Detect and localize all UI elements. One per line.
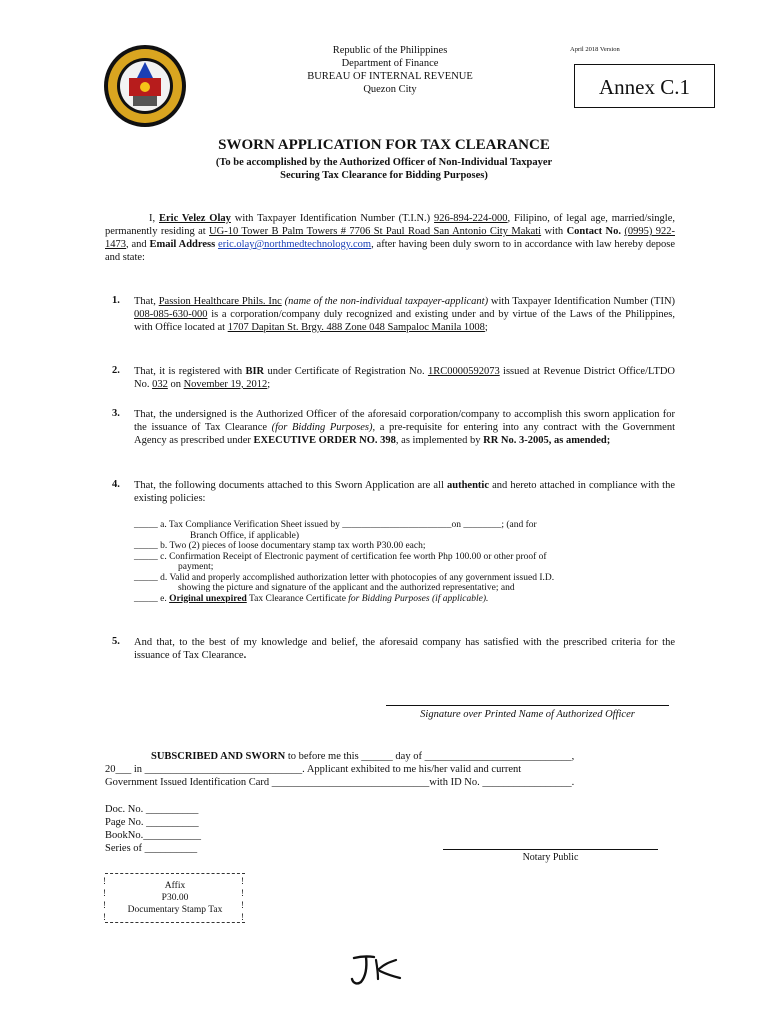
- header-republic: Republic of the Philippines: [332, 45, 448, 56]
- office-address: 1707 Dapitan St. Brgy. 488 Zone 048 Sampaloc Manila 1008: [227, 322, 485, 333]
- registration-date: November 19, 2012: [183, 379, 268, 390]
- stamp-right-border: ! ! ! !: [241, 876, 244, 922]
- documents-checklist: [134, 520, 679, 604]
- handwritten-initials: [348, 952, 404, 988]
- doc-item-b: _____ b. Two (2) pieces of loose documentary stamp tax worth P30.00 each;: [134, 541, 426, 551]
- annex-label: Annex C.1: [574, 64, 715, 108]
- bir-seal-logo: [103, 44, 187, 128]
- notary-register: [105, 803, 265, 855]
- company-tin: 008-085-630-000: [134, 309, 208, 320]
- signature-label: Signature over Printed Name of Authorized Officer: [420, 709, 635, 720]
- stamp-left-border: ! ! ! !: [103, 876, 106, 922]
- item-3-text: That, the undersigned is the Authorized Officer of the aforesaid corporation/company to accomplish this sworn application for the issuance of Tax Clearance (for Bidding Purposes), a pre-requisite for entering into any contract with the Government Agency as prescribed under EXECUTIVE ORDER NO. 398, as implemented by RR No. 3-2005, as amended;: [134, 409, 675, 446]
- affiant-name: Eric Velez Olay: [159, 213, 231, 224]
- doc-number: Doc. No. __________: [105, 804, 199, 815]
- form-version: April 2018 Version: [570, 46, 620, 53]
- affiant-tin: 926-894-224-000: [434, 213, 508, 224]
- documentary-stamp-box: [105, 873, 245, 923]
- item-4-number: 4.: [112, 479, 120, 490]
- signature-line: [386, 705, 669, 706]
- header-department: Department of Finance: [341, 58, 439, 69]
- item-4-text: That, the following documents attached to this Sworn Application are all authentic and hereto attached in compliance with the existing policies:: [134, 480, 676, 504]
- notary-public-label: Notary Public: [522, 852, 579, 863]
- doc-item-c: _____ c. Confirmation Receipt of Electronic payment of certification fee worth Php 100.00 or other proof of: [134, 551, 547, 562]
- item-1-text: That, Passion Healthcare Phils. Inc (name of the non-individual taxpayer-applicant) with Taxpayer Identification Number (TIN) 008-085-630-000 is a corporation/company duly recognized and existing under and by virtue of the Laws of the Philippines, with Office located at 1707 Dapitan St. Brgy. 488 Zone 048 Sampaloc Manila 1008;: [134, 296, 676, 333]
- doc-item-d: _____ d. Valid and properly accomplished authorization letter with photocopies of any government issued I.D.: [134, 572, 555, 583]
- page-number: Page No. __________: [105, 817, 199, 828]
- agency-header: [230, 44, 550, 96]
- stamp-amount: P30.00: [161, 893, 189, 903]
- doc-item-c-cont: payment;: [178, 562, 214, 572]
- doc-item-a: _____ a. Tax Compliance Verification Sheet issued by _______________________on ________; (and for: [134, 520, 537, 530]
- subtitle-line-2: Securing Tax Clearance for Bidding Purposes): [280, 170, 488, 181]
- jurat-block: [105, 750, 675, 789]
- form-title: SWORN APPLICATION FOR TAX CLEARANCE: [218, 137, 550, 153]
- book-number: BookNo.___________: [105, 830, 201, 841]
- doc-item-a-cont: Branch Office, if applicable): [190, 530, 300, 541]
- doc-item-d-cont: showing the picture and signature of the applicant and the authorized representative; and: [178, 583, 515, 593]
- registration-number: 1RC0000592073: [427, 366, 500, 377]
- form-subtitle: [0, 156, 768, 182]
- company-name: Passion Healthcare Phils. Inc: [158, 296, 282, 307]
- series-of: Series of __________: [105, 843, 198, 854]
- item-5-number: 5.: [112, 636, 120, 647]
- email-link[interactable]: eric.olay@northmedtechnology.com: [218, 239, 372, 250]
- item-2-text: That, it is registered with BIR under Certificate of Registration No. 1RC0000592073 issued at Revenue District Office/LTDO No. 032 on November 19, 2012;: [134, 366, 676, 390]
- item-2-number: 2.: [112, 365, 120, 376]
- item-5-text: And that, to the best of my knowledge and belief, the aforesaid company has satisfied with the prescribed criteria for the issuance of Tax Clearance.: [134, 637, 675, 661]
- stamp-desc: Documentary Stamp Tax: [127, 905, 223, 915]
- jurat-line-3: Government Issued Identification Card ______________________________with ID No. _________________.: [105, 777, 575, 788]
- header-city: Quezon City: [363, 84, 417, 95]
- contact-number: (0995) 922-1473: [105, 226, 675, 250]
- stamp-affix: Affix: [164, 881, 186, 891]
- item-1-number: 1.: [112, 295, 120, 306]
- affiant-address: UG-10 Tower B Palm Towers # 7706 St Paul Road San Antonio City Makati: [209, 226, 542, 237]
- item-3-number: 3.: [112, 408, 120, 419]
- jurat-line-2: 20___ in ______________________________. Applicant exhibited to me his/her valid and current: [105, 764, 522, 775]
- doc-item-e: _____ e. Original unexpired Tax Clearance Certificate for Bidding Purposes (if applicable).: [134, 593, 489, 604]
- jurat-line-1: SUBSCRIBED AND SWORN to before me this ______ day of ____________________________,: [151, 751, 575, 762]
- intro-paragraph: I, Eric Velez Olay with Taxpayer Identification Number (T.I.N.) 926-894-224-000, Filipino, of legal age, married/single, permanently residing at UG-10 Tower B Palm Towers # 7706 St Paul Road San Antonio City Makati with Contact No. (0995) 922-1473, and Email Address eric.olay@northmedtechnology.com, after having been duly sworn to in accordance with law hereby depose and state:: [105, 213, 676, 263]
- rdo-number: 032: [152, 379, 168, 390]
- subtitle-line-1: (To be accomplished by the Authorized Officer of Non-Individual Taxpayer: [215, 157, 553, 168]
- header-bureau: BUREAU OF INTERNAL REVENUE: [307, 71, 473, 82]
- notary-signature-line: [443, 849, 658, 850]
